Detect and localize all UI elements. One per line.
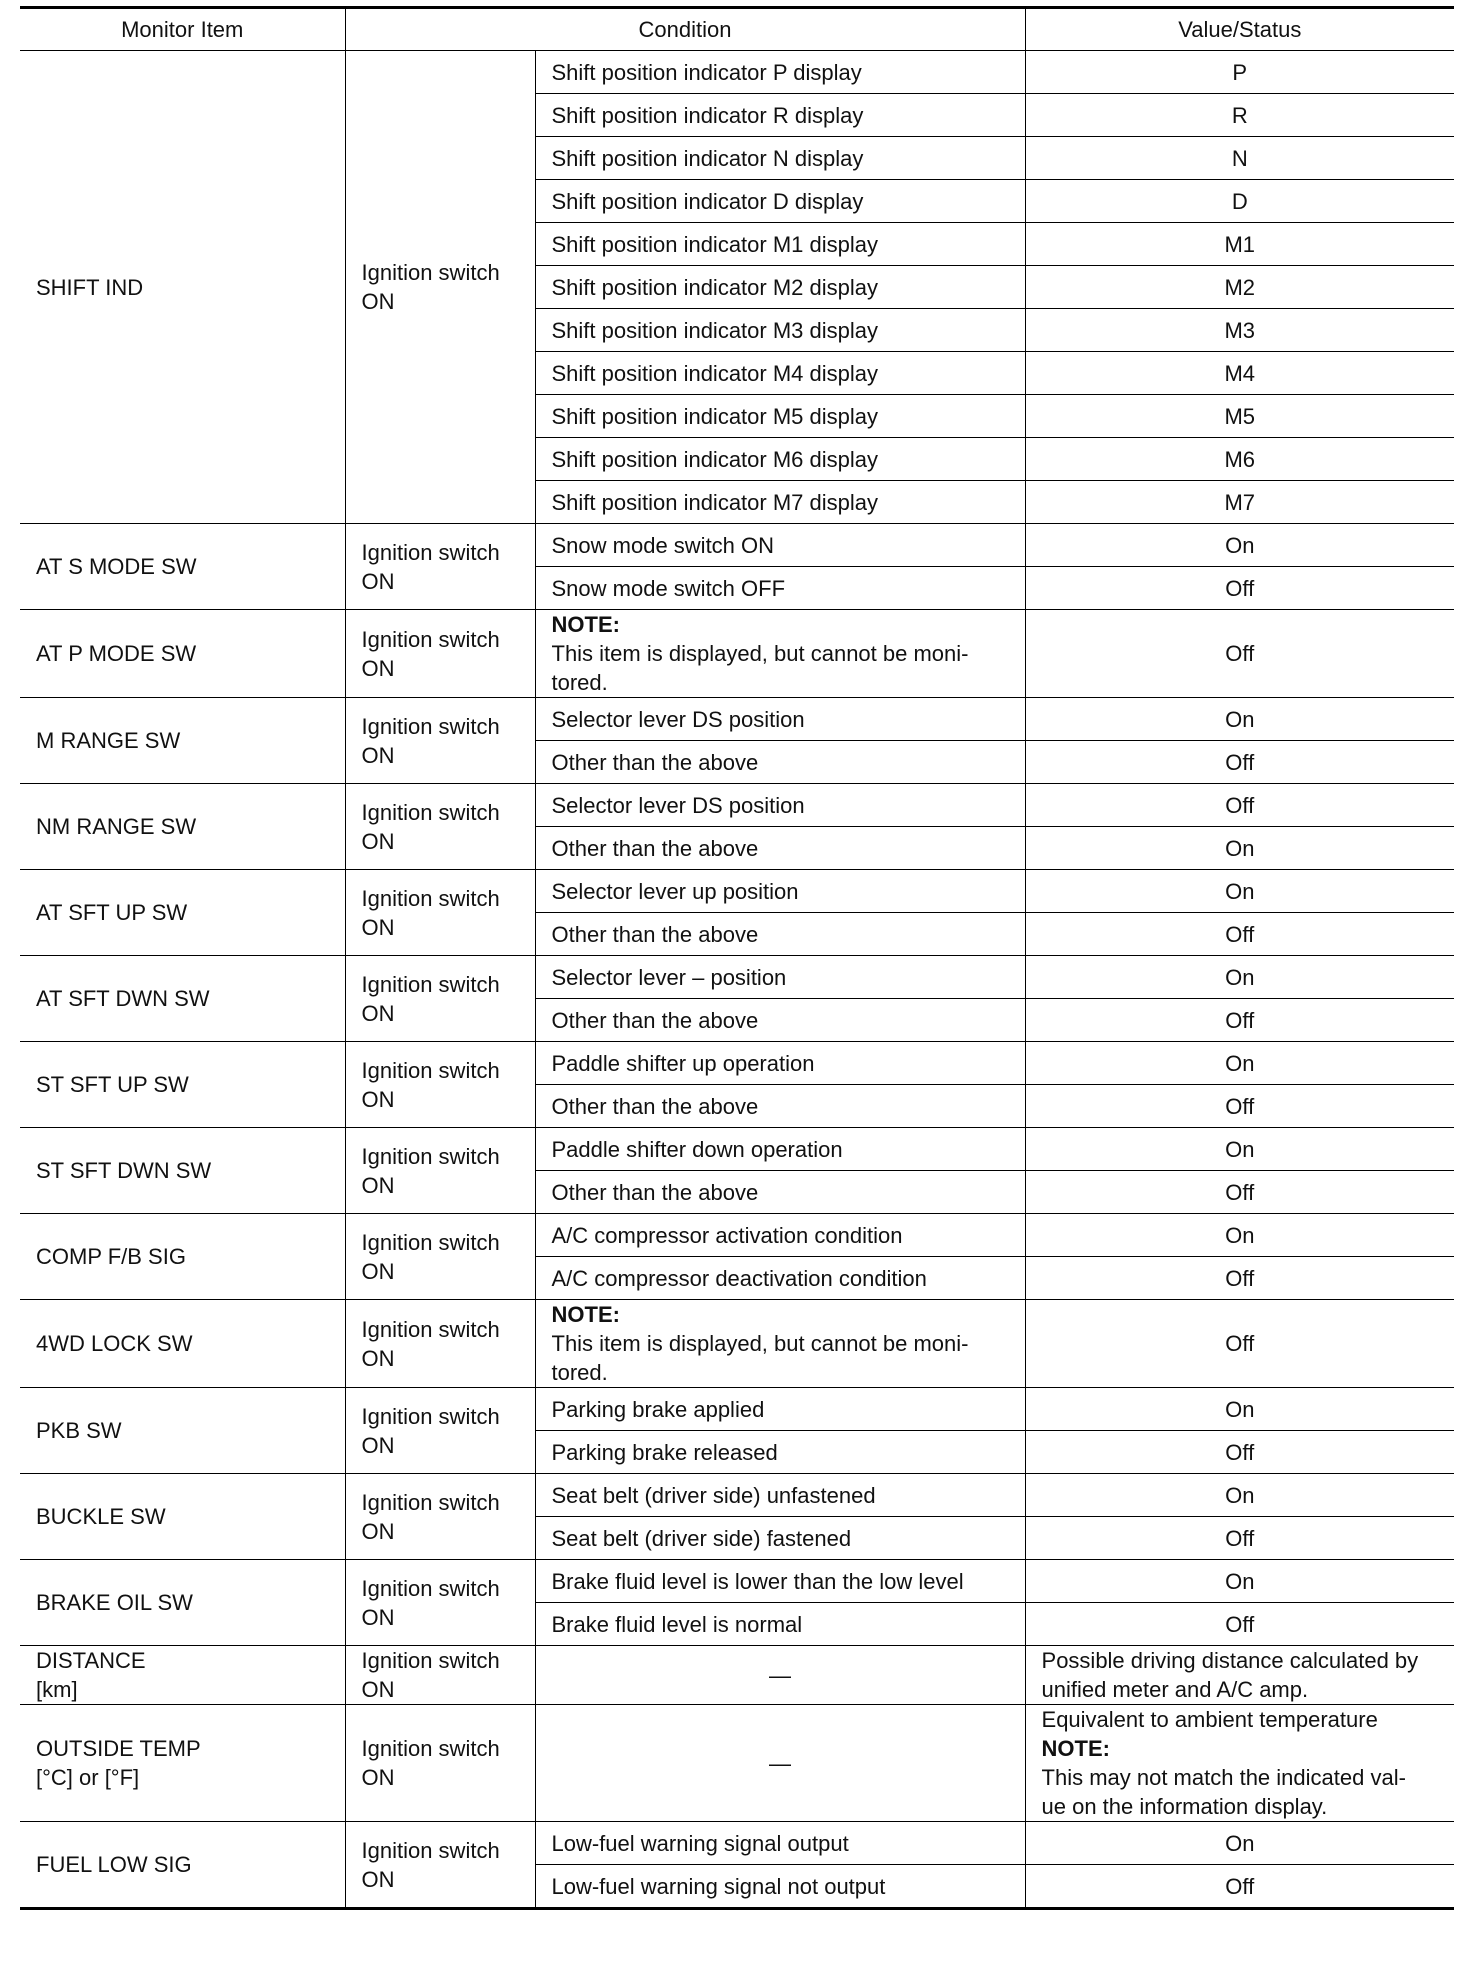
table-row xyxy=(20,1646,1454,1705)
condition-detail: Low-fuel warning signal output xyxy=(535,1822,1025,1865)
condition-detail: Seat belt (driver side) fastened xyxy=(535,1517,1025,1560)
table-row xyxy=(20,956,1454,999)
condition-detail: Other than the above xyxy=(535,741,1025,784)
header-value-status: Value/Status xyxy=(1025,8,1454,51)
condition-note: NOTE: This item is displayed, but cannot be moni- tored. xyxy=(535,610,1025,698)
value-status: On xyxy=(1025,1042,1454,1085)
value-status: M1 xyxy=(1025,223,1454,266)
value-status: On xyxy=(1025,1388,1454,1431)
condition-dash: — xyxy=(535,1646,1025,1705)
value-status: R xyxy=(1025,94,1454,137)
condition-cell: Ignition switch ON xyxy=(345,784,535,870)
value-status: Off xyxy=(1025,1517,1454,1560)
header-row xyxy=(20,8,1454,51)
value-status: Off xyxy=(1025,999,1454,1042)
condition-detail: Shift position indicator P display xyxy=(535,51,1025,94)
value-status: On xyxy=(1025,827,1454,870)
value-status: P xyxy=(1025,51,1454,94)
monitor-item: COMP F/B SIG xyxy=(20,1214,345,1300)
condition-dash: — xyxy=(535,1705,1025,1822)
value-status: M5 xyxy=(1025,395,1454,438)
table-row xyxy=(20,1822,1454,1865)
value-status: On xyxy=(1025,1128,1454,1171)
condition-detail: A/C compressor deactivation condition xyxy=(535,1257,1025,1300)
condition-cell: Ignition switch ON xyxy=(345,1300,535,1388)
value-status: Off xyxy=(1025,1257,1454,1300)
condition-detail: Brake fluid level is normal xyxy=(535,1603,1025,1646)
value-status: D xyxy=(1025,180,1454,223)
condition-detail: Shift position indicator M2 display xyxy=(535,266,1025,309)
value-status: M2 xyxy=(1025,266,1454,309)
value-status: Possible driving distance calculated by unified meter and A/C amp. xyxy=(1025,1646,1454,1705)
condition-detail: Shift position indicator M5 display xyxy=(535,395,1025,438)
value-status: M6 xyxy=(1025,438,1454,481)
condition-detail: Shift position indicator M1 display xyxy=(535,223,1025,266)
condition-cell: Ignition switch ON xyxy=(345,51,535,524)
table-row xyxy=(20,1388,1454,1431)
condition-detail: Snow mode switch OFF xyxy=(535,567,1025,610)
monitor-item: ST SFT UP SW xyxy=(20,1042,345,1128)
value-status: Off xyxy=(1025,1431,1454,1474)
condition-detail: Other than the above xyxy=(535,913,1025,956)
condition-detail: Other than the above xyxy=(535,999,1025,1042)
table-row xyxy=(20,870,1454,913)
condition-cell: Ignition switch ON xyxy=(345,1822,535,1909)
condition-cell: Ignition switch ON xyxy=(345,1705,535,1822)
header-monitor-item: Monitor Item xyxy=(20,8,345,51)
monitor-item: NM RANGE SW xyxy=(20,784,345,870)
condition-detail: Snow mode switch ON xyxy=(535,524,1025,567)
table-row xyxy=(20,524,1454,567)
monitor-item: M RANGE SW xyxy=(20,698,345,784)
condition-detail: Other than the above xyxy=(535,827,1025,870)
value-status: On xyxy=(1025,870,1454,913)
table-row xyxy=(20,784,1454,827)
monitor-item: OUTSIDE TEMP [°C] or [°F] xyxy=(20,1705,345,1822)
table-row xyxy=(20,1560,1454,1603)
value-status: On xyxy=(1025,1560,1454,1603)
condition-detail: Other than the above xyxy=(535,1085,1025,1128)
condition-cell: Ignition switch ON xyxy=(345,1042,535,1128)
condition-cell: Ignition switch ON xyxy=(345,1646,535,1705)
value-status: Off xyxy=(1025,741,1454,784)
value-status: M3 xyxy=(1025,309,1454,352)
condition-detail: Shift position indicator M4 display xyxy=(535,352,1025,395)
condition-cell: Ignition switch ON xyxy=(345,956,535,1042)
monitor-item: AT S MODE SW xyxy=(20,524,345,610)
monitor-item: SHIFT IND xyxy=(20,51,345,524)
table-row xyxy=(20,1042,1454,1085)
condition-detail: Selector lever DS position xyxy=(535,784,1025,827)
condition-cell: Ignition switch ON xyxy=(345,1388,535,1474)
condition-detail: Seat belt (driver side) unfastened xyxy=(535,1474,1025,1517)
condition-detail: Paddle shifter up operation xyxy=(535,1042,1025,1085)
condition-detail: Selector lever up position xyxy=(535,870,1025,913)
table-row xyxy=(20,610,1454,698)
condition-cell: Ignition switch ON xyxy=(345,870,535,956)
value-status: On xyxy=(1025,698,1454,741)
table-row xyxy=(20,1474,1454,1517)
condition-detail: Shift position indicator N display xyxy=(535,137,1025,180)
condition-detail: Shift position indicator M6 display xyxy=(535,438,1025,481)
table-row xyxy=(20,698,1454,741)
value-status: On xyxy=(1025,524,1454,567)
value-status: On xyxy=(1025,1214,1454,1257)
condition-detail: Parking brake applied xyxy=(535,1388,1025,1431)
value-status: Off xyxy=(1025,913,1454,956)
value-status: Off xyxy=(1025,1171,1454,1214)
value-status: N xyxy=(1025,137,1454,180)
condition-cell: Ignition switch ON xyxy=(345,524,535,610)
value-status: Off xyxy=(1025,567,1454,610)
monitor-item: BRAKE OIL SW xyxy=(20,1560,345,1646)
value-status: Off xyxy=(1025,784,1454,827)
condition-cell: Ignition switch ON xyxy=(345,610,535,698)
condition-cell: Ignition switch ON xyxy=(345,1474,535,1560)
condition-detail: Other than the above xyxy=(535,1171,1025,1214)
value-status: Off xyxy=(1025,1603,1454,1646)
condition-detail: Shift position indicator M3 display xyxy=(535,309,1025,352)
table-row xyxy=(20,1128,1454,1171)
monitor-item: PKB SW xyxy=(20,1388,345,1474)
monitor-item: 4WD LOCK SW xyxy=(20,1300,345,1388)
condition-detail: Shift position indicator M7 display xyxy=(535,481,1025,524)
condition-detail: Selector lever DS position xyxy=(535,698,1025,741)
condition-detail: Paddle shifter down operation xyxy=(535,1128,1025,1171)
value-status: Off xyxy=(1025,1300,1454,1388)
condition-detail: Selector lever – position xyxy=(535,956,1025,999)
condition-detail: Shift position indicator R display xyxy=(535,94,1025,137)
condition-detail: Brake fluid level is lower than the low level xyxy=(535,1560,1025,1603)
condition-note: NOTE: This item is displayed, but cannot be moni- tored. xyxy=(535,1300,1025,1388)
value-status: Equivalent to ambient temperature NOTE: This may not match the indicated val- ue on the information display. xyxy=(1025,1705,1454,1822)
header-condition: Condition xyxy=(345,8,1025,51)
value-status: M7 xyxy=(1025,481,1454,524)
value-status: On xyxy=(1025,956,1454,999)
value-status: M4 xyxy=(1025,352,1454,395)
condition-cell: Ignition switch ON xyxy=(345,698,535,784)
monitor-item: AT P MODE SW xyxy=(20,610,345,698)
value-status: Off xyxy=(1025,610,1454,698)
condition-detail: A/C compressor activation condition xyxy=(535,1214,1025,1257)
table-row xyxy=(20,1300,1454,1388)
condition-cell: Ignition switch ON xyxy=(345,1214,535,1300)
monitor-item: BUCKLE SW xyxy=(20,1474,345,1560)
monitor-item-table xyxy=(20,6,1454,1910)
table-row xyxy=(20,1705,1454,1822)
value-status: Off xyxy=(1025,1865,1454,1909)
value-status: On xyxy=(1025,1822,1454,1865)
value-status: Off xyxy=(1025,1085,1454,1128)
monitor-item: AT SFT UP SW xyxy=(20,870,345,956)
condition-detail: Shift position indicator D display xyxy=(535,180,1025,223)
condition-cell: Ignition switch ON xyxy=(345,1128,535,1214)
condition-detail: Low-fuel warning signal not output xyxy=(535,1865,1025,1909)
table-row xyxy=(20,51,1454,94)
monitor-item: FUEL LOW SIG xyxy=(20,1822,345,1909)
monitor-item: ST SFT DWN SW xyxy=(20,1128,345,1214)
monitor-item: AT SFT DWN SW xyxy=(20,956,345,1042)
table-row xyxy=(20,1214,1454,1257)
monitor-item: DISTANCE [km] xyxy=(20,1646,345,1705)
condition-detail: Parking brake released xyxy=(535,1431,1025,1474)
value-status: On xyxy=(1025,1474,1454,1517)
condition-cell: Ignition switch ON xyxy=(345,1560,535,1646)
